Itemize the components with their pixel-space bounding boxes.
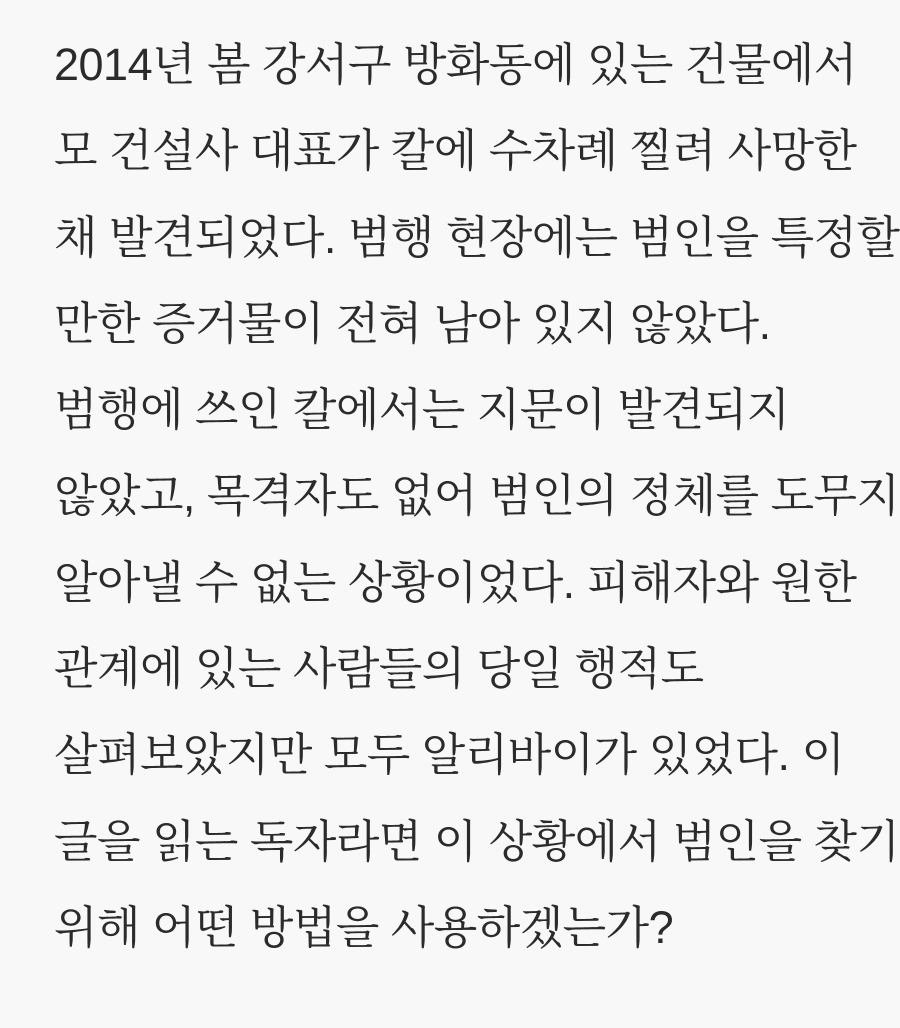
text-line: 관계에 있는 사람들의 당일 행적도 — [54, 643, 704, 695]
text-line: 2014년 봄 강서구 방화동에 있는 건물에서 — [54, 39, 857, 90]
text-line: 범행에 쓰인 칼에서는 지문이 발견되지 — [54, 384, 790, 436]
text-line: 채 발견되었다. 범행 현장에는 범인을 특정할 — [54, 211, 900, 263]
text-line: 알아낼 수 없는 상황이었다. 피해자와 원한 — [54, 556, 857, 608]
body-text — [54, 22, 900, 971]
text-line: 살펴보았지만 모두 알리바이가 있었다. 이 — [54, 729, 845, 781]
text-line: 모 건설사 대표가 칼에 수차례 찔려 사망한 — [54, 125, 857, 177]
text-line: 위해 어떤 방법을 사용하겠는가? — [54, 901, 674, 953]
text-line: 않았고, 목격자도 없어 범인의 정체를 도무지 — [54, 470, 900, 522]
text-line: 만한 증거물이 전혀 남아 있지 않았다. — [54, 297, 771, 349]
text-line: 글을 읽는 독자라면 이 상황에서 범인을 찾기 — [54, 815, 900, 867]
